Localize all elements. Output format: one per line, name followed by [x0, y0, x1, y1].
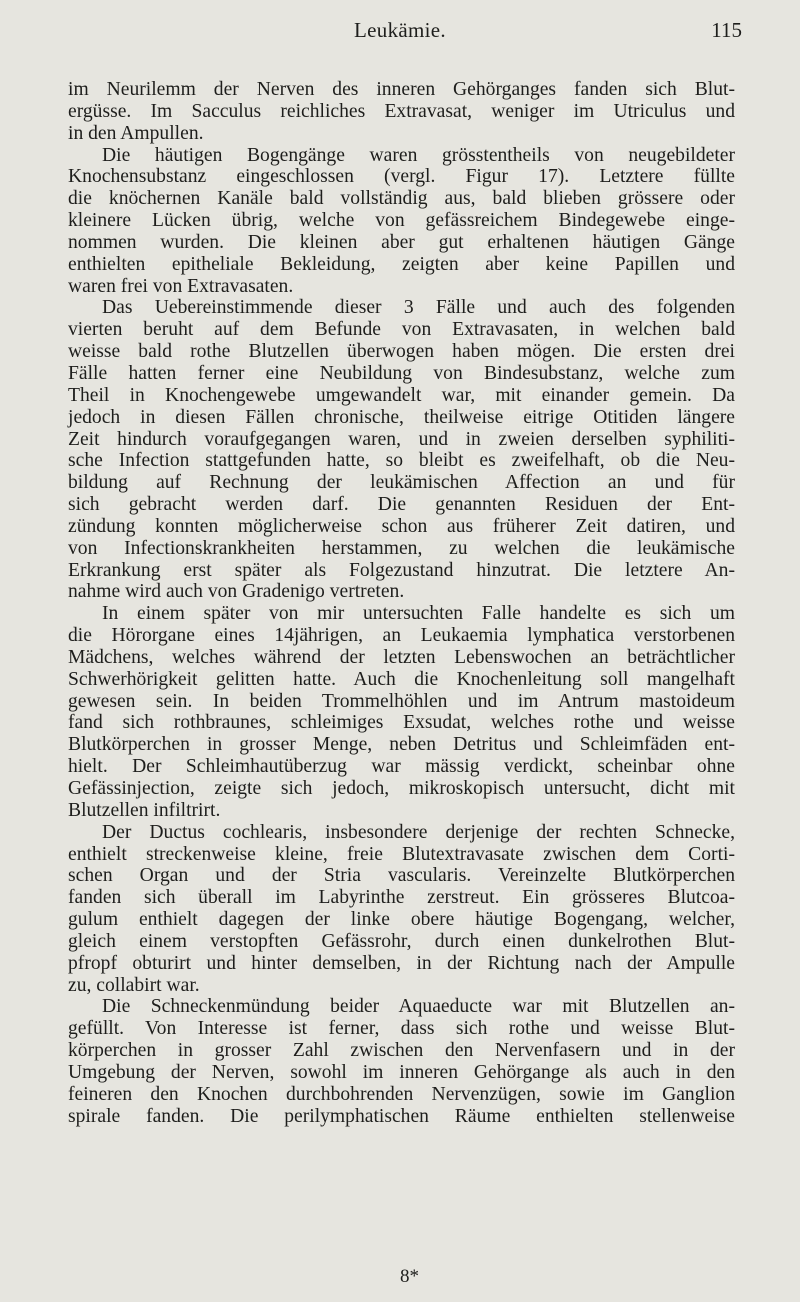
text-line: enthielten epitheliale Bekleidung, zeigten aber keine Papillen und: [68, 253, 735, 275]
text-line: nahme wird auch von Gradenigo vertreten.: [68, 581, 405, 603]
page-header: [0, 18, 800, 48]
text-line: Gefässinjection, zeigte sich jedoch, mikroskopisch untersucht, dicht mit: [68, 778, 735, 799]
text-line: im Neurilemm der Nerven des inneren Gehörganges fanden sich Blut-: [68, 79, 735, 100]
printer-signature: 8*: [400, 1266, 419, 1287]
text-line: gulum enthielt dagegen der linke obere häutige Bogengang, welcher,: [68, 909, 735, 931]
text-line: waren frei von Extravasaten.: [68, 275, 294, 297]
text-line: spirale fanden. Die perilymphatischen Räume enthielten stellenweise: [68, 1105, 735, 1127]
text-line: gefüllt. Von Interesse ist ferner, dass sich rothe und weisse Blut-: [68, 1018, 735, 1040]
text-line: Zeit hindurch voraufgegangen waren, und in zweien derselben syphiliti-: [68, 428, 735, 450]
text-line: Mädchens, welches während der letzten Lebenswochen an beträchtlicher: [68, 646, 735, 668]
text-line: hielt. Der Schleimhautüberzug war mässig verdickt, scheinbar ohne: [68, 756, 735, 778]
text-line: Schwerhörigkeit gelitten hatte. Auch die Knochenleitung soll mangelhaft: [68, 668, 735, 690]
text-line: bildung auf Rechnung der leukämischen Affection an und für: [68, 472, 735, 494]
text-line: die Hörorgane eines 14jährigen, an Leukaemia lymphatica verstorbenen: [68, 625, 735, 647]
text-line: weisse bald rothe Blutzellen überwogen haben mögen. Die ersten drei: [68, 341, 735, 363]
text-line: schen Organ und der Stria vascularis. Vereinzelte Blutkörperchen: [68, 865, 735, 887]
text-line: sche Infection stattgefunden hatte, so bleibt es zweifelhaft, ob die Neu-: [68, 450, 735, 472]
text-line: Die häutigen Bogengänge waren grösstentheils von neugebildeter: [102, 144, 735, 166]
text-line: Erkrankung erst später als Folgezustand hinzutrat. Die letztere An-: [68, 559, 735, 581]
text-line: zu, collabirt war.: [68, 974, 200, 996]
text-line: jedoch in diesen Fällen chronische, theilweise eitrige Otitiden längere: [68, 406, 735, 428]
running-title: Leukämie.: [354, 18, 446, 42]
text-line: Das Uebereinstimmende dieser 3 Fälle und auch des folgenden: [102, 297, 735, 319]
text-line: gewesen sein. In beiden Trommelhöhlen und im Antrum mastoideum: [68, 690, 735, 712]
text-line: kleinere Lücken übrig, welche von gefässreichem Bindegewebe einge-: [68, 210, 735, 232]
text-line: von Infectionskrankheiten herstammen, zu welchen die leukämische: [68, 537, 735, 559]
text-line: Der Ductus cochlearis, insbesondere derjenige der rechten Schnecke,: [102, 821, 735, 843]
body-text: [68, 79, 735, 1128]
text-line: fand sich rothbraunes, schleimiges Exsudat, welches rothe und weisse: [68, 712, 735, 734]
text-line: Knochensubstanz eingeschlossen (vergl. Figur 17). Letztere füllte: [68, 166, 735, 188]
page-number: 115: [711, 18, 742, 42]
text-line: pfropf obturirt und hinter demselben, in der Richtung nach der Ampulle: [68, 952, 735, 974]
text-line: Theil in Knochengewebe umgewandelt war, mit einander gemein. Da: [68, 384, 735, 406]
text-line: Blutzellen infiltrirt.: [68, 799, 221, 821]
text-line: vierten beruht auf dem Befunde von Extravasaten, in welchen bald: [68, 319, 735, 341]
text-line: Umgebung der Nerven, sowohl im inneren Gehörgange als auch in den: [68, 1061, 735, 1083]
text-line: In einem später von mir untersuchten Falle handelte es sich um: [102, 603, 735, 625]
text-line: die knöchernen Kanäle bald vollständig aus, bald blieben grössere oder: [68, 188, 735, 210]
text-line: in den Ampullen.: [68, 122, 204, 144]
text-line: Blutkörperchen in grosser Menge, neben Detritus und Schleimfäden ent-: [68, 734, 735, 756]
text-line: körperchen in grosser Zahl zwischen den Nervenfasern und in der: [68, 1040, 735, 1062]
text-line: Fälle hatten ferner eine Neubildung von Bindesubstanz, welche zum: [68, 362, 735, 384]
text-line: gleich einem verstopften Gefässrohr, durch einen dunkelrothen Blut-: [68, 930, 735, 952]
text-line: ergüsse. Im Sacculus reichliches Extravasat, weniger im Utriculus und: [68, 100, 735, 122]
text-line: nommen wurden. Die kleinen aber gut erhaltenen häutigen Gänge: [68, 231, 735, 253]
text-line: Die Schneckenmündung beider Aquaeducte war mit Blutzellen an-: [102, 996, 735, 1018]
text-line: sich gebracht werden darf. Die genannten Residuen der Ent-: [68, 494, 735, 516]
text-line: zündung konnten möglicherweise schon aus früherer Zeit datiren, und: [68, 515, 735, 537]
text-line: fanden sich überall im Labyrinthe zerstreut. Ein grösseres Blutcoa-: [68, 887, 735, 909]
text-line: feineren den Knochen durchbohrenden Nervenzügen, sowie im Ganglion: [68, 1083, 735, 1105]
text-line: enthielt streckenweise kleine, freie Blutextravasate zwischen dem Corti-: [68, 843, 735, 865]
